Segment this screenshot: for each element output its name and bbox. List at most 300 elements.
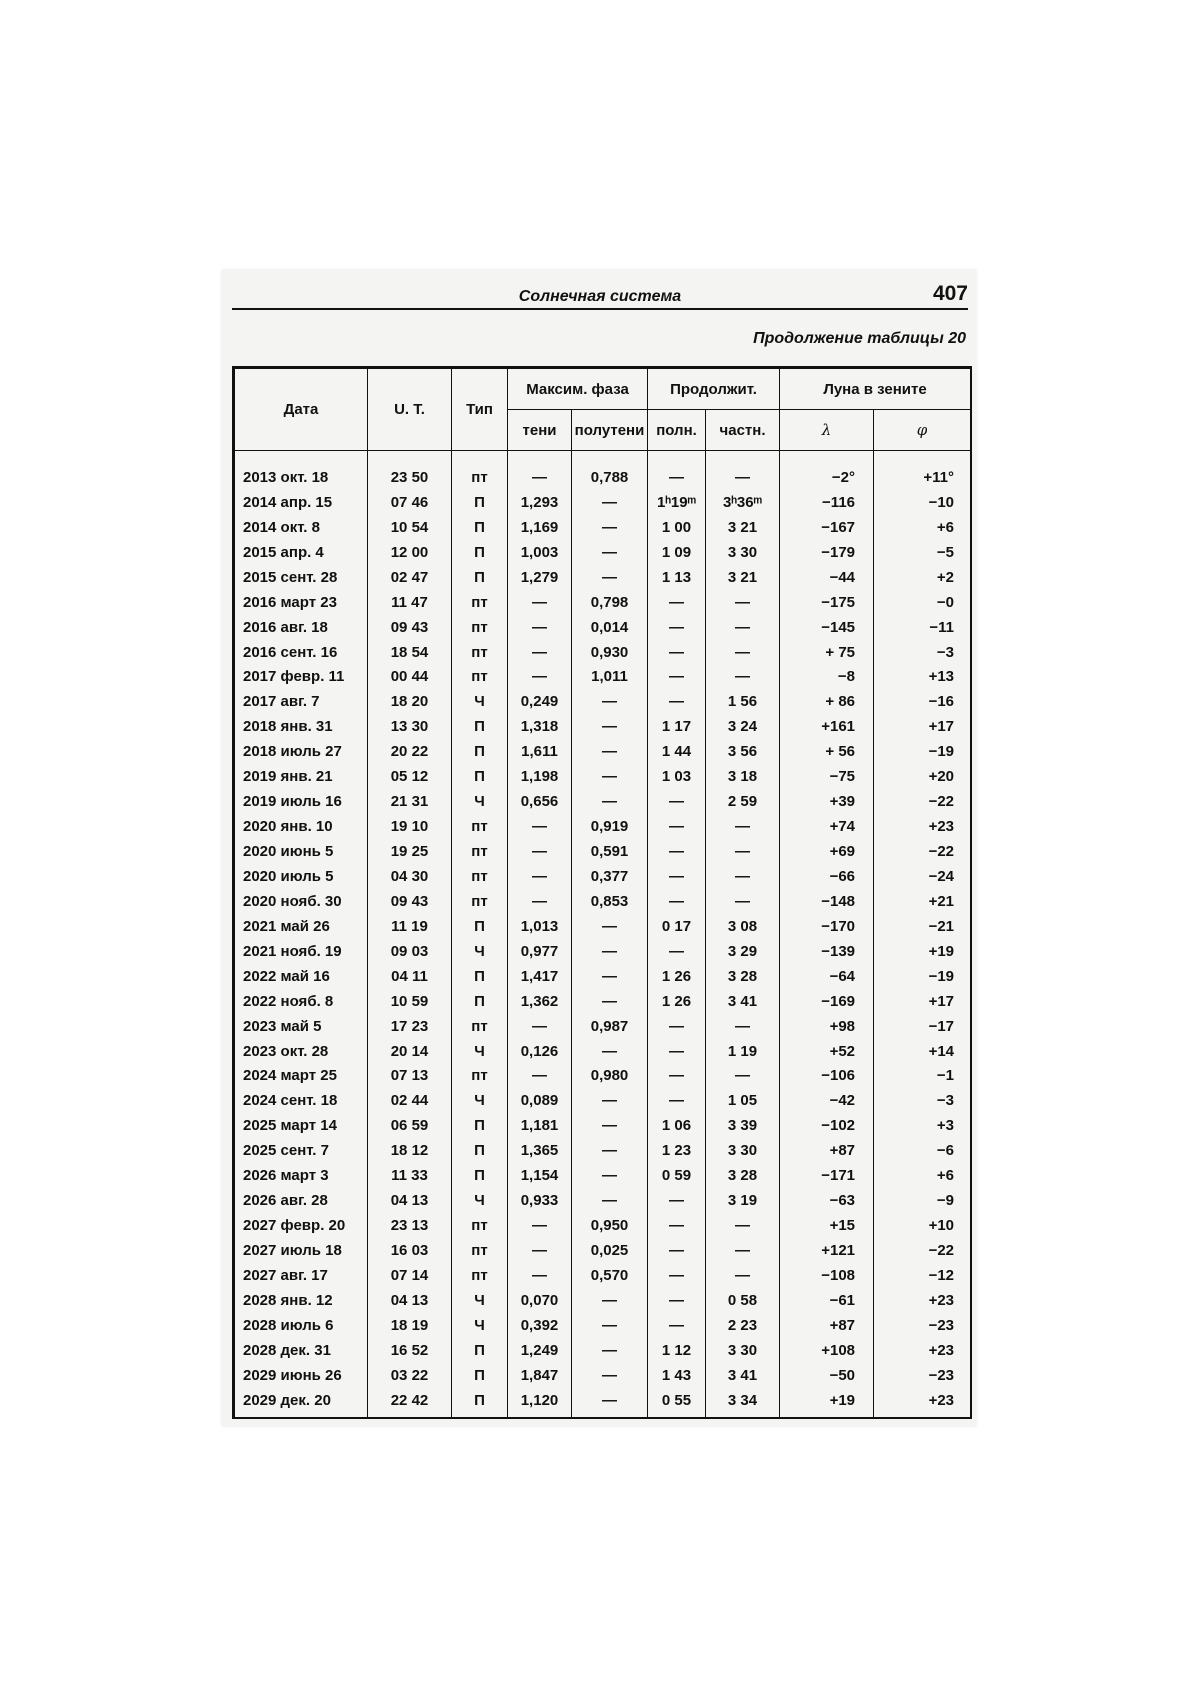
ut-cell: 20 14 <box>368 1039 452 1064</box>
table-row <box>235 615 971 640</box>
type-cell: П <box>452 714 508 739</box>
table-row <box>235 789 971 814</box>
penumbra-phase-cell: 0,919 <box>572 814 648 839</box>
type-cell: Ч <box>452 1088 508 1113</box>
umbra-phase-cell: 0,933 <box>508 1188 572 1213</box>
total-duration-cell: — <box>648 1088 706 1113</box>
date-cell: 2024 март 25 <box>235 1064 368 1089</box>
lambda-cell: −175 <box>780 590 874 615</box>
date-cell: 2018 янв. 31 <box>235 714 368 739</box>
type-cell: Ч <box>452 689 508 714</box>
penumbra-phase-cell: 0,591 <box>572 839 648 864</box>
lambda-cell: −66 <box>780 864 874 889</box>
ut-cell: 05 12 <box>368 764 452 789</box>
total-duration-cell: — <box>648 689 706 714</box>
ut-cell: 18 19 <box>368 1313 452 1338</box>
date-cell: 2025 сент. 7 <box>235 1138 368 1163</box>
phi-cell: −22 <box>874 789 971 814</box>
phi-cell: −21 <box>874 914 971 939</box>
date-cell: 2020 июнь 5 <box>235 839 368 864</box>
table-header <box>235 369 971 451</box>
ut-cell: 20 22 <box>368 739 452 764</box>
table-row <box>235 665 971 690</box>
date-cell: 2022 май 16 <box>235 964 368 989</box>
lambda-cell: +108 <box>780 1338 874 1363</box>
umbra-phase-cell: 0,656 <box>508 789 572 814</box>
partial-duration-cell: 1 19 <box>706 1039 780 1064</box>
partial-duration-cell: — <box>706 1064 780 1089</box>
phi-cell: −6 <box>874 1138 971 1163</box>
phi-cell: +23 <box>874 1388 971 1417</box>
total-duration-cell: — <box>648 1039 706 1064</box>
lambda-cell: +74 <box>780 814 874 839</box>
partial-duration-cell: 3 30 <box>706 1138 780 1163</box>
umbra-phase-cell: 1,417 <box>508 964 572 989</box>
col-header-lambda: λ <box>780 410 874 451</box>
total-duration-cell: — <box>648 615 706 640</box>
partial-duration-cell: 3ʰ36ᵐ <box>706 490 780 515</box>
phi-cell: +20 <box>874 764 971 789</box>
total-duration-cell: — <box>648 864 706 889</box>
table-row <box>235 739 971 764</box>
ut-cell: 13 30 <box>368 714 452 739</box>
type-cell: пт <box>452 839 508 864</box>
lambda-cell: + 86 <box>780 689 874 714</box>
phi-cell: +23 <box>874 814 971 839</box>
penumbra-phase-cell: — <box>572 1363 648 1388</box>
total-duration-cell: — <box>648 889 706 914</box>
lambda-cell: −75 <box>780 764 874 789</box>
ut-cell: 04 13 <box>368 1188 452 1213</box>
phi-cell: −10 <box>874 490 971 515</box>
penumbra-phase-cell: 0,950 <box>572 1213 648 1238</box>
table-row <box>235 1014 971 1039</box>
penumbra-phase-cell: — <box>572 1338 648 1363</box>
phi-cell: −17 <box>874 1014 971 1039</box>
penumbra-phase-cell: — <box>572 989 648 1014</box>
penumbra-phase-cell: 0,570 <box>572 1263 648 1288</box>
partial-duration-cell: 3 39 <box>706 1113 780 1138</box>
partial-duration-cell: — <box>706 590 780 615</box>
penumbra-phase-cell: 0,930 <box>572 640 648 665</box>
type-cell: пт <box>452 1213 508 1238</box>
col-header-total: полн. <box>648 410 706 451</box>
partial-duration-cell: 3 19 <box>706 1188 780 1213</box>
lambda-cell: −169 <box>780 989 874 1014</box>
table-row <box>235 839 971 864</box>
eclipse-table <box>234 368 971 1417</box>
ut-cell: 16 52 <box>368 1338 452 1363</box>
date-cell: 2026 авг. 28 <box>235 1188 368 1213</box>
penumbra-phase-cell: 0,025 <box>572 1238 648 1263</box>
date-cell: 2025 март 14 <box>235 1113 368 1138</box>
umbra-phase-cell: 1,013 <box>508 914 572 939</box>
type-cell: Ч <box>452 789 508 814</box>
table-row <box>235 1088 971 1113</box>
type-cell: П <box>452 565 508 590</box>
umbra-phase-cell: 0,392 <box>508 1313 572 1338</box>
penumbra-phase-cell: 0,853 <box>572 889 648 914</box>
table-row <box>235 864 971 889</box>
type-cell: пт <box>452 590 508 615</box>
penumbra-phase-cell: — <box>572 714 648 739</box>
col-header-date: Дата <box>235 369 368 451</box>
ut-cell: 18 54 <box>368 640 452 665</box>
type-cell: П <box>452 540 508 565</box>
type-cell: П <box>452 1163 508 1188</box>
penumbra-phase-cell: — <box>572 1188 648 1213</box>
phi-cell: +10 <box>874 1213 971 1238</box>
total-duration-cell: 1 09 <box>648 540 706 565</box>
table-row <box>235 914 971 939</box>
ut-cell: 11 47 <box>368 590 452 615</box>
date-cell: 2023 май 5 <box>235 1014 368 1039</box>
penumbra-phase-cell: 0,377 <box>572 864 648 889</box>
umbra-phase-cell: 0,249 <box>508 689 572 714</box>
table-body <box>235 451 971 1417</box>
running-head <box>232 278 968 310</box>
umbra-phase-cell: 1,169 <box>508 515 572 540</box>
lambda-cell: −116 <box>780 490 874 515</box>
ut-cell: 23 13 <box>368 1213 452 1238</box>
lambda-cell: −63 <box>780 1188 874 1213</box>
lambda-cell: +121 <box>780 1238 874 1263</box>
partial-duration-cell: — <box>706 839 780 864</box>
date-cell: 2027 июль 18 <box>235 1238 368 1263</box>
ut-cell: 10 59 <box>368 989 452 1014</box>
col-header-type: Тип <box>452 369 508 451</box>
type-cell: П <box>452 1338 508 1363</box>
lambda-cell: −2° <box>780 451 874 490</box>
penumbra-phase-cell: — <box>572 1388 648 1417</box>
total-duration-cell: — <box>648 939 706 964</box>
lambda-cell: −50 <box>780 1363 874 1388</box>
partial-duration-cell: — <box>706 640 780 665</box>
lambda-cell: +19 <box>780 1388 874 1417</box>
table-row <box>235 451 971 490</box>
umbra-phase-cell: 1,120 <box>508 1388 572 1417</box>
date-cell: 2022 нояб. 8 <box>235 989 368 1014</box>
lambda-cell: −108 <box>780 1263 874 1288</box>
total-duration-cell: — <box>648 1064 706 1089</box>
phi-cell: −24 <box>874 864 971 889</box>
col-header-penumbra: полутени <box>572 410 648 451</box>
type-cell: П <box>452 1113 508 1138</box>
ut-cell: 04 13 <box>368 1288 452 1313</box>
table-row <box>235 1213 971 1238</box>
partial-duration-cell: — <box>706 1238 780 1263</box>
ut-cell: 07 46 <box>368 490 452 515</box>
type-cell: П <box>452 964 508 989</box>
lambda-cell: +69 <box>780 839 874 864</box>
penumbra-phase-cell: — <box>572 1088 648 1113</box>
total-duration-cell: — <box>648 814 706 839</box>
umbra-phase-cell: 1,249 <box>508 1338 572 1363</box>
partial-duration-cell: 0 58 <box>706 1288 780 1313</box>
partial-duration-cell: 3 56 <box>706 739 780 764</box>
total-duration-cell: 1 03 <box>648 764 706 789</box>
type-cell: пт <box>452 1263 508 1288</box>
umbra-phase-cell: — <box>508 640 572 665</box>
ut-cell: 09 43 <box>368 889 452 914</box>
type-cell: П <box>452 764 508 789</box>
lambda-cell: + 56 <box>780 739 874 764</box>
phi-cell: −12 <box>874 1263 971 1288</box>
ut-cell: 04 30 <box>368 864 452 889</box>
ut-cell: 19 10 <box>368 814 452 839</box>
umbra-phase-cell: — <box>508 864 572 889</box>
table-row <box>235 1113 971 1138</box>
col-header-ut: U. T. <box>368 369 452 451</box>
partial-duration-cell: 3 21 <box>706 515 780 540</box>
table-row <box>235 640 971 665</box>
penumbra-phase-cell: — <box>572 515 648 540</box>
type-cell: пт <box>452 640 508 665</box>
penumbra-phase-cell: — <box>572 964 648 989</box>
total-duration-cell: — <box>648 1288 706 1313</box>
type-cell: пт <box>452 451 508 490</box>
partial-duration-cell: 1 05 <box>706 1088 780 1113</box>
type-cell: пт <box>452 665 508 690</box>
table-row <box>235 1064 971 1089</box>
table-row <box>235 1363 971 1388</box>
type-cell: П <box>452 515 508 540</box>
ut-cell: 21 31 <box>368 789 452 814</box>
page-number: 407 <box>932 282 968 305</box>
penumbra-phase-cell: 0,798 <box>572 590 648 615</box>
partial-duration-cell: — <box>706 1014 780 1039</box>
phi-cell: −23 <box>874 1363 971 1388</box>
table-row <box>235 714 971 739</box>
phi-cell: +19 <box>874 939 971 964</box>
table-row <box>235 689 971 714</box>
lambda-cell: −171 <box>780 1163 874 1188</box>
partial-duration-cell: 2 59 <box>706 789 780 814</box>
phi-cell: −19 <box>874 739 971 764</box>
table-row <box>235 1288 971 1313</box>
lambda-cell: + 75 <box>780 640 874 665</box>
book-page <box>222 270 976 1426</box>
ut-cell: 11 33 <box>368 1163 452 1188</box>
col-header-moon-zenith: Луна в зените <box>780 369 971 410</box>
total-duration-cell: 1 23 <box>648 1138 706 1163</box>
total-duration-cell: 1 43 <box>648 1363 706 1388</box>
umbra-phase-cell: 0,977 <box>508 939 572 964</box>
partial-duration-cell: — <box>706 451 780 490</box>
date-cell: 2016 авг. 18 <box>235 615 368 640</box>
ut-cell: 11 19 <box>368 914 452 939</box>
date-cell: 2027 февр. 20 <box>235 1213 368 1238</box>
total-duration-cell: — <box>648 789 706 814</box>
phi-cell: −3 <box>874 640 971 665</box>
penumbra-phase-cell: — <box>572 764 648 789</box>
total-duration-cell: 1 12 <box>648 1338 706 1363</box>
lambda-cell: −102 <box>780 1113 874 1138</box>
partial-duration-cell: 3 24 <box>706 714 780 739</box>
penumbra-phase-cell: 0,987 <box>572 1014 648 1039</box>
total-duration-cell: 1 26 <box>648 989 706 1014</box>
table-row <box>235 964 971 989</box>
umbra-phase-cell: — <box>508 665 572 690</box>
partial-duration-cell: 3 34 <box>706 1388 780 1417</box>
total-duration-cell: 1 44 <box>648 739 706 764</box>
table-row <box>235 1313 971 1338</box>
ut-cell: 04 11 <box>368 964 452 989</box>
section-title: Солнечная система <box>518 288 682 305</box>
total-duration-cell: — <box>648 1188 706 1213</box>
table-row <box>235 1163 971 1188</box>
date-cell: 2016 сент. 16 <box>235 640 368 665</box>
total-duration-cell: 1 17 <box>648 714 706 739</box>
type-cell: пт <box>452 1238 508 1263</box>
phi-cell: −19 <box>874 964 971 989</box>
umbra-phase-cell: 1,611 <box>508 739 572 764</box>
date-cell: 2021 май 26 <box>235 914 368 939</box>
umbra-phase-cell: — <box>508 1064 572 1089</box>
lambda-cell: −44 <box>780 565 874 590</box>
total-duration-cell: — <box>648 451 706 490</box>
col-header-umbra: тени <box>508 410 572 451</box>
table-row <box>235 490 971 515</box>
partial-duration-cell: 1 56 <box>706 689 780 714</box>
date-cell: 2028 дек. 31 <box>235 1338 368 1363</box>
ut-cell: 18 12 <box>368 1138 452 1163</box>
penumbra-phase-cell: — <box>572 490 648 515</box>
ut-cell: 09 43 <box>368 615 452 640</box>
date-cell: 2029 дек. 20 <box>235 1388 368 1417</box>
lambda-cell: −179 <box>780 540 874 565</box>
partial-duration-cell: — <box>706 1213 780 1238</box>
penumbra-phase-cell: — <box>572 1138 648 1163</box>
umbra-phase-cell: 1,293 <box>508 490 572 515</box>
partial-duration-cell: 3 30 <box>706 1338 780 1363</box>
date-cell: 2023 окт. 28 <box>235 1039 368 1064</box>
lambda-cell: −167 <box>780 515 874 540</box>
type-cell: пт <box>452 1064 508 1089</box>
col-header-phi: φ <box>874 410 971 451</box>
partial-duration-cell: — <box>706 1263 780 1288</box>
penumbra-phase-cell: — <box>572 1163 648 1188</box>
penumbra-phase-cell: — <box>572 739 648 764</box>
type-cell: пт <box>452 864 508 889</box>
lambda-cell: +39 <box>780 789 874 814</box>
lambda-cell: +98 <box>780 1014 874 1039</box>
phi-cell: −9 <box>874 1188 971 1213</box>
date-cell: 2017 авг. 7 <box>235 689 368 714</box>
phi-cell: +2 <box>874 565 971 590</box>
phi-cell: +11° <box>874 451 971 490</box>
date-cell: 2020 нояб. 30 <box>235 889 368 914</box>
date-cell: 2014 апр. 15 <box>235 490 368 515</box>
phi-cell: −1 <box>874 1064 971 1089</box>
type-cell: Ч <box>452 1188 508 1213</box>
umbra-phase-cell: — <box>508 1238 572 1263</box>
total-duration-cell: 0 59 <box>648 1163 706 1188</box>
table-row <box>235 565 971 590</box>
ut-cell: 12 00 <box>368 540 452 565</box>
partial-duration-cell: — <box>706 615 780 640</box>
phi-cell: −0 <box>874 590 971 615</box>
partial-duration-cell: 3 08 <box>706 914 780 939</box>
date-cell: 2020 июль 5 <box>235 864 368 889</box>
lambda-cell: +87 <box>780 1313 874 1338</box>
umbra-phase-cell: 1,365 <box>508 1138 572 1163</box>
total-duration-cell: — <box>648 640 706 665</box>
phi-cell: +23 <box>874 1338 971 1363</box>
type-cell: Ч <box>452 1313 508 1338</box>
partial-duration-cell: 3 21 <box>706 565 780 590</box>
total-duration-cell: 0 55 <box>648 1388 706 1417</box>
date-cell: 2015 апр. 4 <box>235 540 368 565</box>
lambda-cell: −8 <box>780 665 874 690</box>
penumbra-phase-cell: — <box>572 1039 648 1064</box>
lambda-cell: −64 <box>780 964 874 989</box>
table-row <box>235 889 971 914</box>
phi-cell: +17 <box>874 714 971 739</box>
date-cell: 2015 сент. 28 <box>235 565 368 590</box>
phi-cell: +14 <box>874 1039 971 1064</box>
date-cell: 2020 янв. 10 <box>235 814 368 839</box>
penumbra-phase-cell: — <box>572 789 648 814</box>
total-duration-cell: — <box>648 590 706 615</box>
type-cell: пт <box>452 615 508 640</box>
date-cell: 2018 июль 27 <box>235 739 368 764</box>
lambda-cell: −145 <box>780 615 874 640</box>
penumbra-phase-cell: 0,788 <box>572 451 648 490</box>
lambda-cell: −170 <box>780 914 874 939</box>
penumbra-phase-cell: 0,014 <box>572 615 648 640</box>
umbra-phase-cell: 1,279 <box>508 565 572 590</box>
partial-duration-cell: 3 41 <box>706 989 780 1014</box>
total-duration-cell: — <box>648 1213 706 1238</box>
ut-cell: 02 44 <box>368 1088 452 1113</box>
table-row <box>235 540 971 565</box>
total-duration-cell: — <box>648 1263 706 1288</box>
umbra-phase-cell: — <box>508 1263 572 1288</box>
ut-cell: 00 44 <box>368 665 452 690</box>
ut-cell: 19 25 <box>368 839 452 864</box>
table-row <box>235 1388 971 1417</box>
ut-cell: 06 59 <box>368 1113 452 1138</box>
partial-duration-cell: — <box>706 889 780 914</box>
total-duration-cell: 1ʰ19ᵐ <box>648 490 706 515</box>
partial-duration-cell: 3 41 <box>706 1363 780 1388</box>
table-row <box>235 764 971 789</box>
type-cell: пт <box>452 814 508 839</box>
total-duration-cell: — <box>648 839 706 864</box>
ut-cell: 07 13 <box>368 1064 452 1089</box>
umbra-phase-cell: — <box>508 615 572 640</box>
phi-cell: −22 <box>874 839 971 864</box>
phi-cell: +21 <box>874 889 971 914</box>
col-header-duration: Продолжит. <box>648 369 780 410</box>
date-cell: 2016 март 23 <box>235 590 368 615</box>
phi-cell: −3 <box>874 1088 971 1113</box>
penumbra-phase-cell: — <box>572 1288 648 1313</box>
partial-duration-cell: 3 29 <box>706 939 780 964</box>
type-cell: пт <box>452 1014 508 1039</box>
phi-cell: +6 <box>874 515 971 540</box>
ut-cell: 18 20 <box>368 689 452 714</box>
umbra-phase-cell: — <box>508 590 572 615</box>
penumbra-phase-cell: — <box>572 1313 648 1338</box>
type-cell: П <box>452 490 508 515</box>
lambda-cell: −42 <box>780 1088 874 1113</box>
lambda-cell: +161 <box>780 714 874 739</box>
type-cell: П <box>452 1388 508 1417</box>
umbra-phase-cell: 1,154 <box>508 1163 572 1188</box>
lambda-cell: +87 <box>780 1138 874 1163</box>
